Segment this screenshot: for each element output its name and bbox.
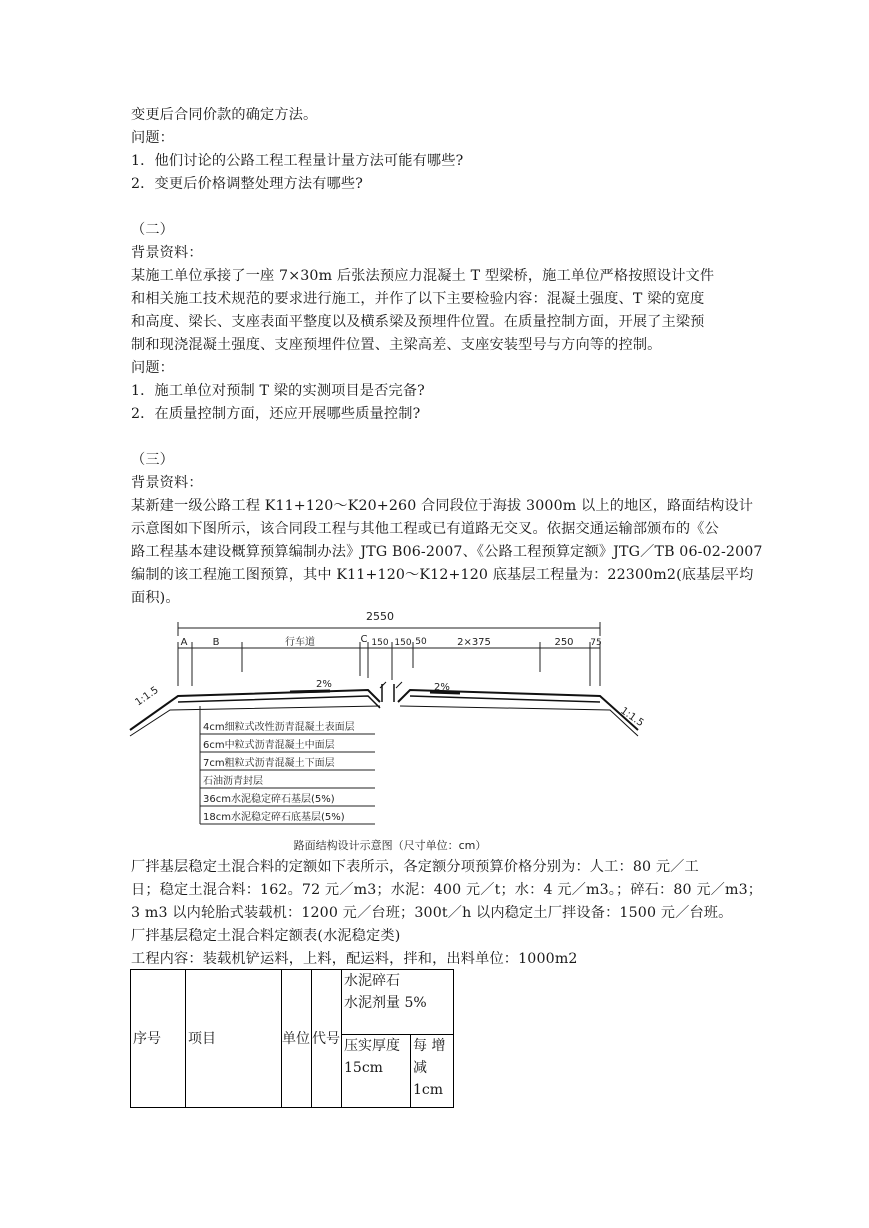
section-heading: （三）	[131, 452, 175, 468]
text-line: 编制的该工程施工图预算，其中 K11+120～K12+120 底基层工程量为：22300m2(底基层平均	[131, 567, 754, 583]
dim-label-b: B	[212, 637, 220, 648]
dimension-lines	[178, 622, 600, 686]
dim-label-c: C	[360, 634, 368, 645]
text-line: 示意图如下图所示，该合同段工程与其他工程或已有道路无交叉。依据交通运输部颁布的《公	[131, 521, 719, 537]
dim-label-a: A	[180, 637, 188, 648]
text-line: 问题：	[131, 360, 175, 376]
text-line: 工程内容：装载机铲运料，上料，配运料，拌和，出料单位：1000m2	[131, 951, 578, 967]
header-item: 项目	[186, 970, 282, 1108]
dim-label-150a: 150	[371, 638, 389, 648]
text-line: 厂拌基层稳定土混合料的定额如下表所示，各定额分项预算价格分别为：人工：80 元／工	[131, 859, 699, 875]
dim-label-250: 250	[554, 637, 574, 648]
road-structure-figure	[130, 606, 646, 856]
text-line: 背景资料：	[131, 245, 203, 261]
table-row	[131, 970, 454, 1035]
layer-label: 18cm水泥稳定碎石底基层(5%)	[203, 812, 345, 823]
quota-table	[130, 969, 454, 1108]
group-title: 水泥碎石	[344, 973, 400, 989]
header-unit: 单位	[282, 970, 312, 1108]
text-line: 背景资料：	[131, 475, 203, 491]
text-line: 1．施工单位对预制 T 梁的实测项目是否完备?	[131, 383, 425, 399]
figure-caption: 路面结构设计示意图（尺寸单位：cm）	[293, 839, 487, 852]
slope-left-label: 1:1.5	[133, 684, 161, 709]
section-heading: （二）	[131, 222, 175, 238]
text-line: 某新建一级公路工程 K11+120～K20+260 合同段位于海拔 3000m 以上的地区，路面结构设计	[131, 498, 754, 514]
header-seq: 序号	[131, 970, 186, 1108]
layer-label: 6cm中粒式沥青混凝土中面层	[203, 740, 335, 751]
text-line: 日；稳定土混合料：162。72 元／m3；水泥：400 元／t；水：4 元／m3。；碎石：80 元／m3；	[131, 882, 763, 898]
header-group	[342, 970, 454, 1035]
grade-right-label: 2%	[434, 682, 450, 693]
header-code: 代号	[312, 970, 342, 1108]
layer-label: 4cm细粒式改性沥青混凝土表面层	[203, 722, 355, 733]
text-line: 某施工单位承接了一座 7×30m 后张法预应力混凝土 T 型梁桥，施工单位严格按照设计文件	[131, 268, 715, 284]
dim-label-lane: 行车道	[285, 637, 315, 648]
total-width-label: 2550	[366, 610, 394, 623]
subheader-thickness: 压实厚度 15cm	[342, 1035, 411, 1108]
text-line: 变更后合同价款的确定方法。	[131, 107, 318, 123]
text-line: 制和现浇混凝土强度、支座预埋件位置、主梁高差、支座安装型号与方向等的控制。	[131, 337, 662, 353]
text-line: 问题：	[131, 130, 175, 146]
text-line: 和相关施工技术规范的要求进行施工，并作了以下主要检验内容：混凝土强度、T 梁的宽度	[131, 291, 705, 307]
text-line: 和高度、梁长、支座表面平整度以及横系梁及预埋件位置。在质量控制方面，开展了主梁预	[131, 314, 705, 330]
text-line: 2．变更后价格调整处理方法有哪些?	[131, 176, 363, 192]
dim-label-150b: 150	[394, 638, 412, 648]
text-line: 3 m3 以内轮胎式装载机：1200 元／台班；300t／h 以内稳定土厂拌设备：1500 元／台班。	[131, 905, 733, 921]
layer-label: 石油沥青封层	[203, 776, 263, 787]
layer-label: 36cm水泥稳定碎石基层(5%)	[203, 794, 335, 805]
group-subtitle: 水泥剂量 5%	[344, 995, 427, 1011]
slope-right-label: 1:1.5	[618, 705, 646, 730]
text-line: 1．他们讨论的公路工程工程量计量方法可能有哪些?	[131, 153, 464, 169]
text-line: 厂拌基层稳定土混合料定额表(水泥稳定类)	[131, 928, 401, 944]
text-line: 面积)。	[131, 590, 180, 606]
grade-left-label: 2%	[316, 679, 332, 690]
layer-label: 7cm粗粒式沥青混凝土下面层	[203, 758, 335, 769]
dim-label-75: 75	[590, 638, 602, 648]
subheader-increment: 每 增 减 1cm	[411, 1035, 454, 1108]
text-line: 2．在质量控制方面，还应开展哪些质量控制?	[131, 406, 421, 422]
text-line: 路工程基本建设概算预算编制办法》JTG B06-2007、《公路工程预算定额》JTG／TB 06-02-2007	[131, 544, 763, 560]
dim-label-2x375: 2×375	[457, 637, 491, 648]
dim-label-50: 50	[415, 637, 427, 647]
